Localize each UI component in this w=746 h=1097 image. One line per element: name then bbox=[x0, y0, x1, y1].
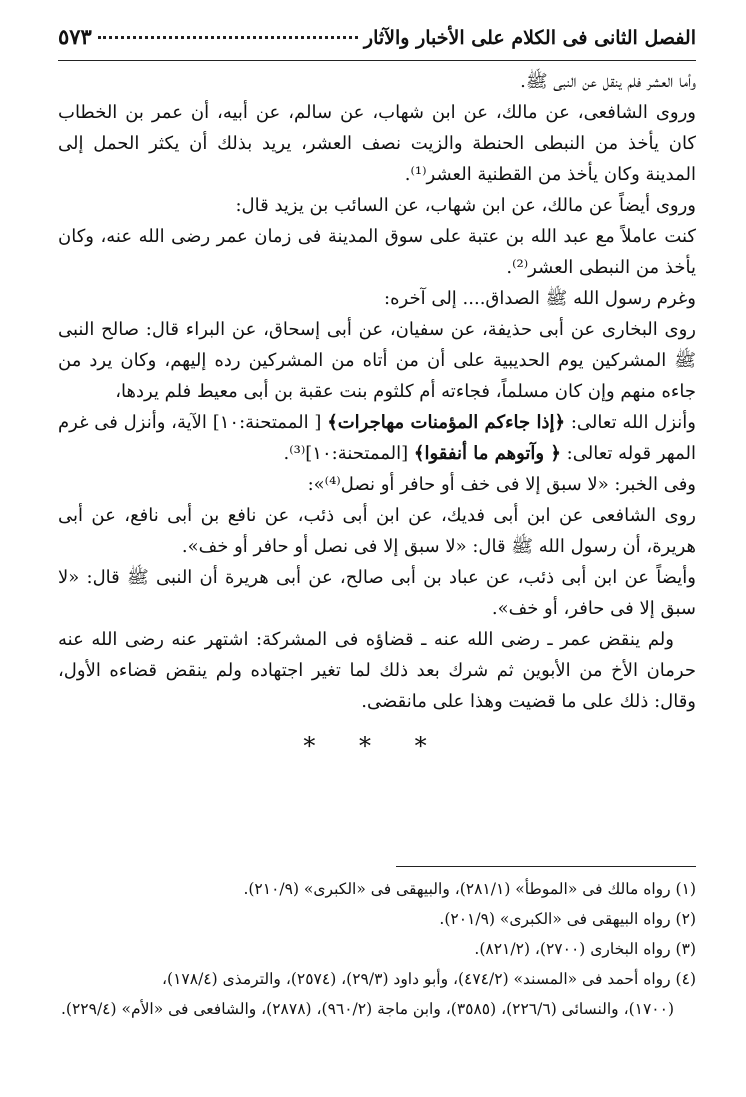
paragraph: وروى الشافعى، عن مالك، عن ابن شهاب، عن سالم، عن أبيه، أن عمر بن الخطاب كان يأخذ من النبطى الحنطة والزيت نصف العشر، يريد بذلك أن يكثر الحمل إلى المدينة وكان يأخذ من القطنية العشر⁽¹⁾. bbox=[58, 102, 696, 185]
verse-intro: وأنزل الله تعالى: bbox=[570, 412, 696, 433]
footnotes bbox=[58, 874, 696, 1024]
paragraph: وغرم رسول الله ﷺ الصداق.... إلى آخره: bbox=[384, 288, 696, 309]
paragraph: وفى الخبر: «لا سبق إلا فى خف أو حافر أو نصل⁽⁴⁾»: bbox=[307, 474, 696, 495]
paragraph: وأما العشر فلم ينقل عن النبى ﷺ. bbox=[520, 71, 696, 92]
paragraph: ولم ينقض عمر ـ رضى الله عنه ـ قضاؤه فى المشركة: اشتهر عنه رضى الله عنه حرمان الأخ من الأبوين ثم شرك بعد ذلك لما تغير اجتهاده ولم ينقض قضاءه الأول، وقال: ذلك على ما قضيت وهذا على مانقضى. bbox=[58, 629, 696, 712]
verse-reference: [ الممتحنة:١٠] الآية، وأنزل فى غرم المهر قوله تعالى: bbox=[58, 412, 696, 464]
footnote: (١) رواه مالك فى «الموطأ» (٢٨١/١)، والبيهقى فى «الكبرى» (٢١٠/٩). bbox=[243, 880, 696, 898]
paragraph: روى البخارى عن أبى حذيفة، عن سفيان، عن أبى إسحاق، عن البراء قال: صالح النبى ﷺ المشركين يوم الحديبية على أن من أتاه من المشركين رده إليهم، وكان يرد من جاءه منهم وإن كان مسلماً، فجاءته أم كلثوم بنت عقبة بن أبى معيط فلم يردها، bbox=[58, 319, 696, 402]
quran-verse: ﴿إذا جاءكم المؤمنات مهاجرات﴾ bbox=[327, 412, 566, 433]
paragraph: وروى أيضاً عن مالك، عن ابن شهاب، عن السائب بن يزيد قال: bbox=[235, 195, 696, 216]
paragraph: روى الشافعى عن ابن أبى فديك، عن ابن أبى ذئب، عن نافع بن أبى نافع، عن أبى هريرة، أن رسول الله ﷺ قال: «لا سبق إلا فى نصل أو حافر أو خف». bbox=[58, 505, 696, 557]
verse-paragraph bbox=[58, 407, 696, 469]
footnote-continuation: (١٧٠٠)، والنسائى (٢٢٦/٦)، (٣٥٨٥)، وابن ماجة (٩٦٠/٢)، (٢٨٧٨)، والشافعى فى «الأم» (٢٢٩/٤). bbox=[61, 1000, 674, 1018]
paragraph: كنت عاملاً مع عبد الله بن عتبة على سوق المدينة فى زمان عمر رضى الله عنه، وكان يأخذ من النبطى العشر⁽²⁾. bbox=[58, 226, 696, 278]
chapter-title: الفصل الثانى فى الكلام على الأخبار والآثار bbox=[363, 27, 696, 49]
running-header bbox=[58, 24, 696, 61]
main-text bbox=[58, 66, 696, 762]
paragraph: وأيضاً عن ابن أبى ذئب، عن عباد بن أبى صالح، عن أبى هريرة أن النبى ﷺ قال: «لا سبق إلا فى حافر، أو خف». bbox=[58, 567, 696, 619]
verse-reference: [الممتحنة:١٠]⁽³⁾. bbox=[283, 443, 409, 464]
footnote: (٣) رواه البخارى (٢٧٠٠)، (٨٢١/٢). bbox=[474, 940, 696, 958]
quran-verse: ﴿ وآتوهم ما أنفقوا﴾ bbox=[413, 443, 561, 464]
footnote: (٤) رواه أحمد فى «المسند» (٤٧٤/٢)، وأبو داود (٢٩/٣)، (٢٥٧٤)، والترمذى (١٧٨/٤)، bbox=[162, 970, 696, 988]
page-number: ٥٧٣ bbox=[58, 24, 92, 49]
footnote-divider bbox=[396, 866, 696, 867]
footnote: (٢) رواه البيهقى فى «الكبرى» (٢٠١/٩). bbox=[439, 910, 696, 928]
header-dot-leader bbox=[98, 36, 358, 39]
section-separator: * * * bbox=[303, 732, 445, 760]
